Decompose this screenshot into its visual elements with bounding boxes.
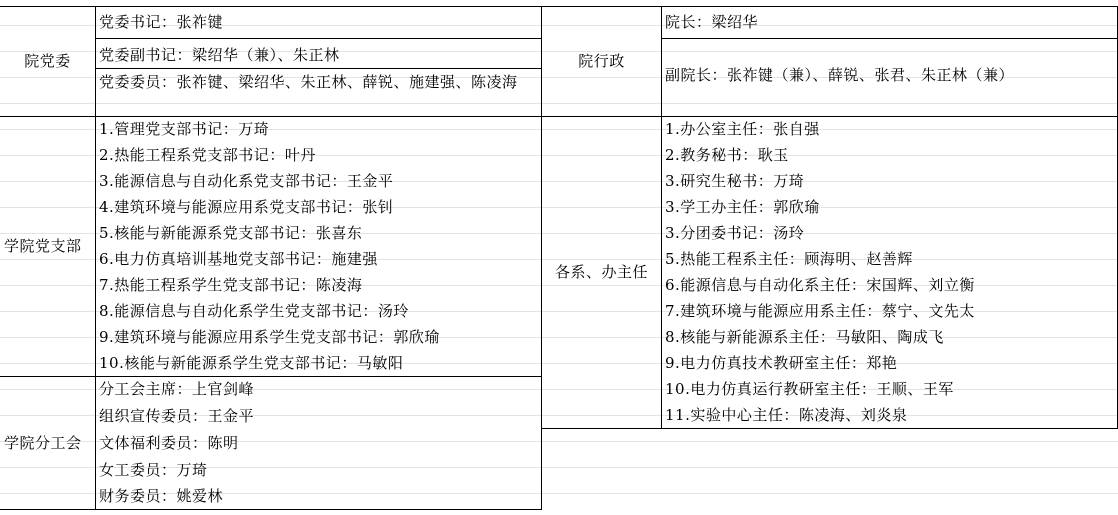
rule-top — [0, 6, 1118, 7]
rule-section-2 — [0, 376, 542, 377]
department-row-7: 6.能源信息与自动化系主任：宋国辉、刘立衡 — [665, 276, 975, 294]
department-row-3: 3.研究生秘书：万琦 — [665, 172, 805, 190]
departments-label: 各系、办主任 — [554, 263, 648, 281]
department-row-8: 7.建筑环境与能源应用系主任：蔡宁、文先太 — [665, 302, 975, 320]
branch-row-1: 1.管理党支部书记：万琦 — [99, 120, 270, 138]
branch-row-2: 2.热能工程系党支部书记：叶丹 — [99, 146, 316, 164]
branch-row-4: 4.建筑环境与能源应用系党支部书记：张钊 — [99, 198, 394, 216]
rule-section-1 — [0, 116, 1118, 117]
branch-row-9: 9.建筑环境与能源应用系学生党支部书记：郭欣瑜 — [99, 328, 440, 346]
rule-dean — [661, 38, 1118, 39]
department-row-5: 3.分团委书记：汤玲 — [665, 224, 805, 242]
branch-row-3: 3.能源信息与自动化系党支部书记：王金平 — [99, 172, 394, 190]
department-row-6: 5.热能工程系主任：顾海明、赵善辉 — [665, 250, 913, 268]
department-row-12: 11.实验中心主任：陈凌海、刘炎泉 — [665, 406, 908, 424]
union-row-5: 财务委员：姚爱林 — [99, 487, 224, 505]
union-row-3: 文体福利委员：陈明 — [99, 434, 239, 452]
department-row-4: 3.学工办主任：郭欣瑜 — [665, 198, 820, 216]
branch-row-10: 10.核能与新能源系学生党支部书记：马敏阳 — [99, 354, 404, 372]
union-label: 学院分工会 — [4, 434, 82, 452]
committee-row-3: 党委委员：张祚键、梁绍华、朱正林、薛锐、施建强、陈凌海 — [99, 73, 518, 91]
committee-row-2: 党委副书记：梁绍华（兼）、朱正林 — [99, 46, 340, 64]
department-row-2: 2.教务秘书：耿玉 — [665, 146, 789, 164]
department-row-1: 1.办公室主任：张自强 — [665, 120, 820, 138]
branch-row-6: 6.电力仿真培训基地党支部书记：施建强 — [99, 250, 378, 268]
rule-departments-bottom — [542, 428, 1118, 429]
rule-committee-1 — [95, 38, 542, 39]
branch-row-8: 8.能源信息与自动化系学生党支部书记：汤玲 — [99, 302, 409, 320]
department-row-10: 9.电力仿真技术教研室主任：郑艳 — [665, 354, 898, 372]
rule-col-3 — [661, 6, 662, 428]
committee-row-1: 党委书记：张祚键 — [99, 13, 224, 31]
vice-deans-row: 副院长：张祚键（兼）、薛锐、张君、朱正林（兼） — [665, 66, 1015, 84]
rule-col-1 — [95, 6, 96, 509]
department-row-11: 10.电力仿真运行教研室主任：王顺、王军 — [665, 380, 954, 398]
rule-col-2 — [541, 6, 542, 509]
dean-row: 院长：梁绍华 — [665, 13, 759, 31]
administration-label: 院行政 — [578, 52, 625, 70]
department-row-9: 8.核能与新能源系主任：马敏阳、陶成飞 — [665, 328, 944, 346]
union-row-1: 分工会主席：上官剑峰 — [99, 380, 255, 398]
rule-committee-2 — [95, 68, 542, 69]
rule-bottom — [0, 509, 542, 510]
branch-row-7: 7.热能工程系学生党支部书记：陈凌海 — [99, 276, 363, 294]
committee-label: 院党委 — [24, 52, 71, 70]
union-row-4: 女工委员：万琦 — [99, 461, 208, 479]
union-row-2: 组织宣传委员：王金平 — [99, 407, 255, 425]
branch-row-5: 5.核能与新能源系党支部书记：张喜东 — [99, 224, 363, 242]
branches-label: 学院党支部 — [4, 237, 82, 255]
